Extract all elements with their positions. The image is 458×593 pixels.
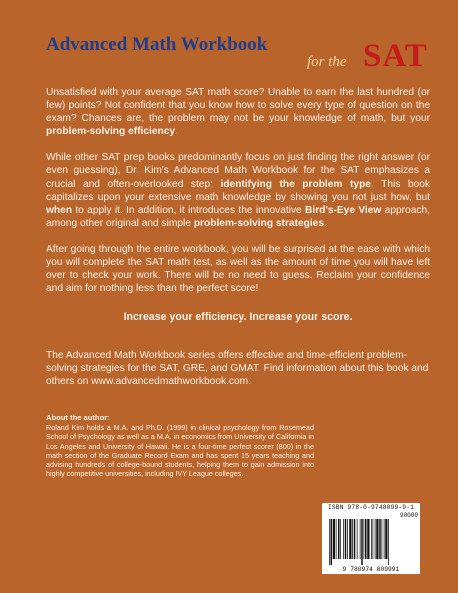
barcode-stripe	[357, 519, 358, 559]
barcode-stripe	[384, 519, 385, 559]
barcode-stripe	[373, 519, 374, 559]
barcode-stripe	[329, 519, 330, 565]
about-author	[46, 413, 314, 479]
about-heading: About the author:	[46, 413, 110, 422]
efficiency-emphasis: problem-solving efficiency	[46, 126, 176, 138]
intro-paragraph: Unsatisfied with your average SAT math score? Unable to earn the last hundred (or few) points? Not confident that you know how to solve every type of question on the exam? Chances are, the problem may not be your knowledge of math, but your problem-solving efficiency.	[46, 87, 430, 138]
barcode-stripe	[345, 519, 347, 559]
barcode-stripe	[336, 519, 337, 559]
about-text: Roland Kim holds a M.A. and Ph.D. (1999) in clinical psychology from Rosemead School of Psychology as well as a M.A. in economics from University of California in Los Angeles and University of Hawaii. He is a four-time perfect scorer (800) in the math section of the Graduate Record Exam and has spent 15 years teaching and advising hundreds of college-bound students, helping them to gain admission into highly competitive universities, including IVY League colleges.	[46, 423, 314, 479]
barcode-stripe	[388, 519, 389, 565]
book-title: Advanced Math Workbook	[46, 34, 268, 55]
barcode-stripe	[354, 519, 356, 559]
barcode-stripe	[352, 519, 353, 559]
barcode-stripe	[371, 519, 372, 559]
barcode-stripe	[340, 519, 341, 559]
barcode-stripe	[379, 519, 381, 559]
barcode-stripe	[376, 519, 378, 559]
title-sat: SAT	[363, 38, 428, 74]
barcode-stripe	[364, 519, 365, 559]
barcode-stripe	[382, 519, 383, 559]
barcode-stripe	[347, 519, 348, 559]
barcode-stripe	[331, 519, 333, 565]
strategies-emphasis: problem-solving strategies	[193, 217, 325, 229]
outcome-paragraph: After going through the entire workbook, you will be surprised at the ease with which you will complete the SAT math test, as well as the amount of time you will have left over to check your work. There will be no need to guess. Reclaim your confidence and aim for nothing less than the perfect score!	[46, 243, 430, 295]
barcode-stripe	[343, 519, 344, 559]
price-code: 90000	[399, 512, 418, 519]
isbn-number: ISBN 978-0-9748099-9-1	[327, 504, 415, 511]
title-for-the: for the	[307, 54, 347, 70]
tagline: Increase your efficiency. Increase your score.	[123, 311, 353, 324]
barcode-stripe	[333, 519, 335, 559]
when-emphasis: when	[46, 204, 73, 216]
strategy-paragraph: While other SAT prep books predominantly focus on just finding the right answer (or even guessing), Dr. Kim's Advanced Math Workbook for the SAT emphasizes a crucial and often-overlooked step: identifying the problem type. This book capitalizes upon your extensive math knowledge by showing you not just how, but when to apply it. In addition, it introduces the innovative Bird's-Eye View approach, among other original and simple problem-solving strategies.	[46, 152, 430, 229]
series-paragraph: The Advanced Math Workbook series offers effective and time-efficient problem-solving strategies for the SAT, GRE, and GMAT. Find information about this book and others on www.advancedmathworkbook.com.	[46, 350, 429, 388]
barcode-stripe	[365, 519, 367, 559]
blurb	[46, 86, 430, 323]
barcode-stripe	[338, 519, 340, 559]
barcode-stripe	[367, 519, 369, 559]
problem-type-emphasis: identifying the problem type	[220, 178, 371, 190]
barcode-stripe	[360, 519, 361, 559]
barcode-stripe	[361, 519, 363, 565]
barcode-bars	[329, 519, 413, 565]
isbn-barcode	[322, 503, 420, 574]
birds-eye-emphasis: Bird's-Eye View	[305, 204, 382, 216]
cover-title	[46, 32, 446, 82]
barcode-stripe	[375, 519, 376, 559]
barcode-stripe	[385, 519, 387, 559]
barcode-stripe	[349, 519, 351, 559]
barcode-digits: 9 780974 809991	[342, 566, 400, 573]
